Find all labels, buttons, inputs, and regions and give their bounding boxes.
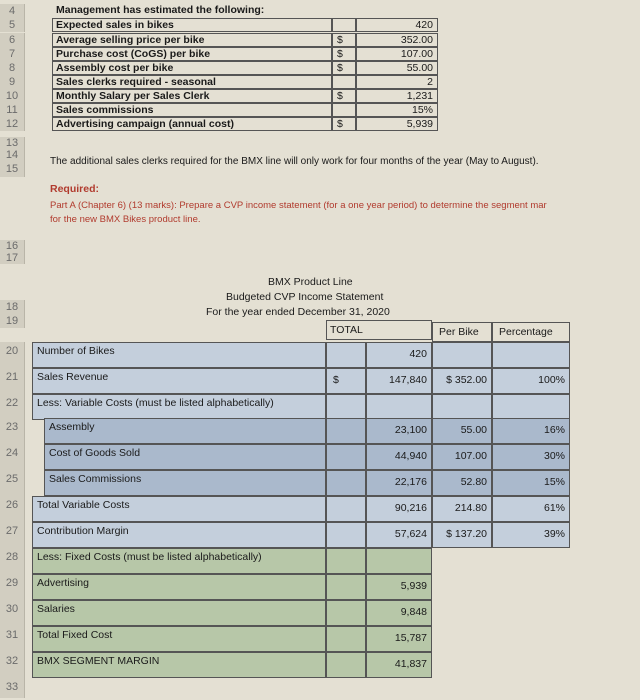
- row-header-30: 30: [0, 600, 25, 626]
- statement-currency: [326, 574, 366, 600]
- assumption-value: 55.00: [356, 61, 438, 75]
- statement-total: 147,840: [366, 368, 432, 394]
- assumption-value: 107.00: [356, 47, 438, 61]
- row-header-27: 27: [0, 522, 25, 548]
- row-header-9: 9: [0, 75, 25, 89]
- statement-currency: [326, 548, 366, 574]
- row-header-4: 4: [0, 4, 25, 18]
- statement-per-bike: 52.80: [432, 470, 492, 496]
- note-text: The additional sales clerks required for the BMX line will only work for four months of the year (May to August).: [50, 156, 539, 167]
- required-label: Required:: [50, 183, 100, 195]
- row-header-13: 13: [0, 137, 25, 149]
- assumption-currency: $: [332, 89, 356, 103]
- statement-percentage: [492, 342, 570, 368]
- row-header-31: 31: [0, 626, 25, 652]
- row-header-19: 19: [0, 314, 25, 328]
- assumption-label: Advertising campaign (annual cost): [52, 117, 332, 131]
- statement-total: 90,216: [366, 496, 432, 522]
- statement-currency: [326, 342, 366, 368]
- row-header-14: 14: [0, 149, 25, 161]
- statement-label: Total Fixed Cost: [32, 626, 326, 652]
- statement-label: Advertising: [32, 574, 326, 600]
- row-header-17: 17: [0, 252, 25, 264]
- statement-per-bike: $ 137.20: [432, 522, 492, 548]
- assumption-value: 15%: [356, 103, 438, 117]
- statement-title-2: Budgeted CVP Income Statement: [226, 291, 384, 303]
- statement-label: Salaries: [32, 600, 326, 626]
- col-header-total: TOTAL: [326, 320, 432, 340]
- row-header-7: 7: [0, 47, 25, 61]
- row-header-28: 28: [0, 548, 25, 574]
- assumption-currency: [332, 75, 356, 89]
- statement-per-bike: 214.80: [432, 496, 492, 522]
- statement-title-1: BMX Product Line: [268, 276, 353, 288]
- statement-percentage: 39%: [492, 522, 570, 548]
- statement-currency: [326, 418, 366, 444]
- row-header-24: 24: [0, 444, 25, 470]
- statement-currency: [326, 394, 366, 420]
- statement-currency: $: [326, 368, 366, 394]
- statement-currency: [326, 470, 366, 496]
- assumption-value: 5,939: [356, 117, 438, 131]
- statement-total: 57,624: [366, 522, 432, 548]
- statement-total: 22,176: [366, 470, 432, 496]
- row-header-16: 16: [0, 240, 25, 252]
- statement-currency: [326, 496, 366, 522]
- required-text-2: for the new BMX Bikes product line.: [50, 214, 201, 225]
- col-header-per-bike: Per Bike: [432, 322, 492, 342]
- row-header-25: 25: [0, 470, 25, 496]
- row-header-29: 29: [0, 574, 25, 600]
- row-header-20: 20: [0, 342, 25, 368]
- assumption-label: Purchase cost (CoGS) per bike: [52, 47, 332, 61]
- assumption-value: 2: [356, 75, 438, 89]
- assumption-currency: [332, 103, 356, 117]
- statement-total: 15,787: [366, 626, 432, 652]
- statement-percentage: 15%: [492, 470, 570, 496]
- assumption-value: 1,231: [356, 89, 438, 103]
- row-header-8: 8: [0, 61, 25, 75]
- statement-total: 420: [366, 342, 432, 368]
- assumption-label: Sales commissions: [52, 103, 332, 117]
- statement-total: [366, 548, 432, 574]
- statement-label: Contribution Margin: [32, 522, 326, 548]
- statement-currency: [326, 652, 366, 678]
- statement-label: Less: Variable Costs (must be listed alphabetically): [32, 394, 326, 420]
- assumption-label: Monthly Salary per Sales Clerk: [52, 89, 332, 103]
- row-header-32: 32: [0, 652, 25, 678]
- statement-total: 41,837: [366, 652, 432, 678]
- statement-per-bike: $ 352.00: [432, 368, 492, 394]
- statement-per-bike: 55.00: [432, 418, 492, 444]
- statement-percentage: [492, 394, 570, 420]
- statement-per-bike: [432, 342, 492, 368]
- row-header-6: 6: [0, 33, 25, 47]
- assumption-currency: $: [332, 33, 356, 47]
- statement-label: Less: Fixed Costs (must be listed alphabetically): [32, 548, 326, 574]
- assumption-currency: $: [332, 117, 356, 131]
- statement-currency: [326, 626, 366, 652]
- assumption-value: 352.00: [356, 33, 438, 47]
- statement-currency: [326, 600, 366, 626]
- statement-per-bike: [432, 394, 492, 420]
- row-header-33: 33: [0, 678, 25, 698]
- assumption-label: Expected sales in bikes: [52, 18, 332, 32]
- assumption-label: Average selling price per bike: [52, 33, 332, 47]
- statement-percentage: 16%: [492, 418, 570, 444]
- statement-currency: [326, 444, 366, 470]
- statement-per-bike: 107.00: [432, 444, 492, 470]
- assumption-currency: $: [332, 61, 356, 75]
- statement-total: 23,100: [366, 418, 432, 444]
- col-header-percentage: Percentage: [492, 322, 570, 342]
- statement-label: Sales Commissions: [44, 470, 326, 496]
- statement-total: [366, 394, 432, 420]
- row-header-11: 11: [0, 103, 25, 117]
- required-text-1: Part A (Chapter 6) (13 marks): Prepare a CVP income statement (for a one year period) to determine the segment mar: [50, 200, 547, 211]
- statement-label: Total Variable Costs: [32, 496, 326, 522]
- row-header-22: 22: [0, 394, 25, 420]
- row-header-15: 15: [0, 161, 25, 177]
- statement-label: Sales Revenue: [32, 368, 326, 394]
- statement-percentage: 30%: [492, 444, 570, 470]
- statement-total: 5,939: [366, 574, 432, 600]
- statement-total: 9,848: [366, 600, 432, 626]
- assumption-label: Sales clerks required - seasonal: [52, 75, 332, 89]
- assumption-currency: $: [332, 47, 356, 61]
- row-header-26: 26: [0, 496, 25, 522]
- statement-label: BMX SEGMENT MARGIN: [32, 652, 326, 678]
- statement-title-3: For the year ended December 31, 2020: [206, 306, 390, 318]
- row-header-5: 5: [0, 18, 25, 32]
- assumption-value: 420: [356, 18, 438, 32]
- statement-percentage: 100%: [492, 368, 570, 394]
- statement-currency: [326, 522, 366, 548]
- row-header-12: 12: [0, 117, 25, 131]
- row-header-23: 23: [0, 418, 25, 444]
- assumptions-title: Management has estimated the following:: [56, 4, 265, 16]
- assumption-label: Assembly cost per bike: [52, 61, 332, 75]
- statement-percentage: 61%: [492, 496, 570, 522]
- statement-label: Assembly: [44, 418, 326, 444]
- statement-label: Number of Bikes: [32, 342, 326, 368]
- statement-label: Cost of Goods Sold: [44, 444, 326, 470]
- row-header-10: 10: [0, 89, 25, 103]
- row-header-18: 18: [0, 300, 25, 314]
- assumption-currency: [332, 18, 356, 32]
- row-header-21: 21: [0, 368, 25, 394]
- statement-total: 44,940: [366, 444, 432, 470]
